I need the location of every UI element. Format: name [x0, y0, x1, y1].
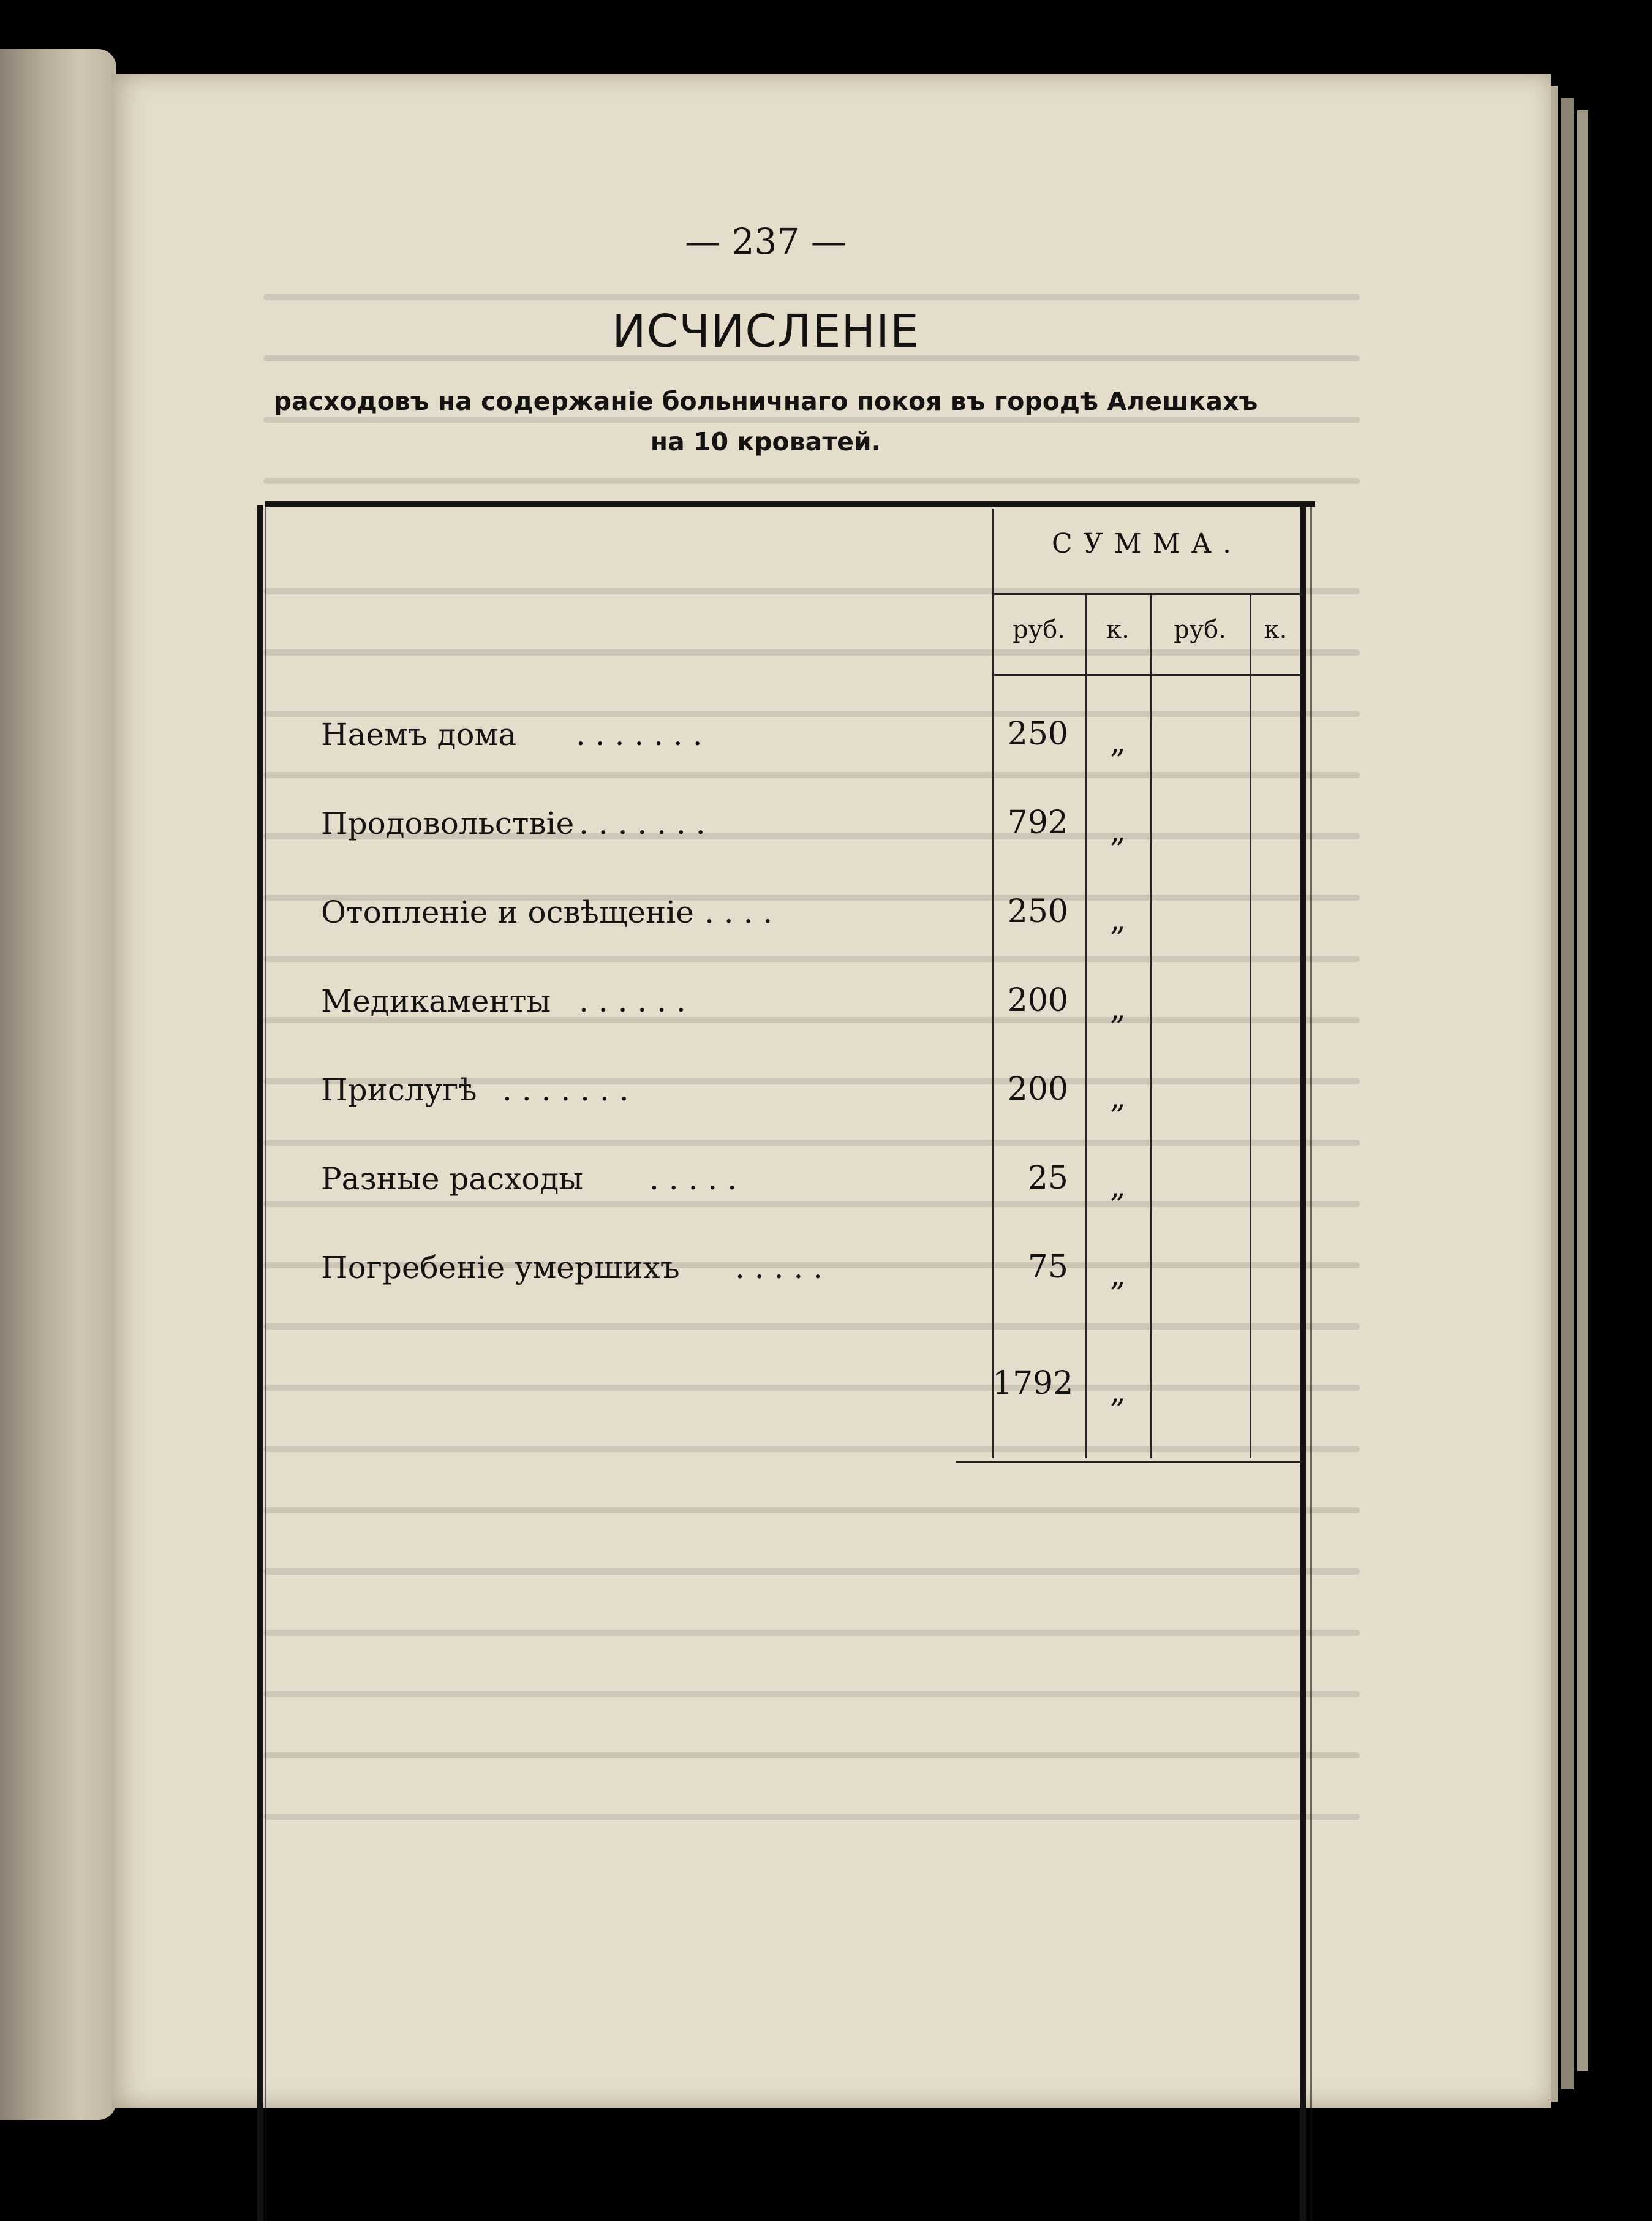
column-header-kop: к. [1264, 616, 1288, 644]
table-row [0, 1149, 1652, 1204]
subtitle-line-2: на 10 кроватей. [650, 427, 881, 456]
expense-amount: 250 [1007, 893, 1068, 930]
table-header-rule [992, 593, 1302, 595]
expense-label: Прислугѣ [321, 1072, 477, 1108]
table-header-rule [992, 674, 1302, 676]
page-title: ИСЧИСЛЕНIЕ [612, 305, 919, 358]
table-row [0, 971, 1652, 1026]
leader-dots: . . . . . . . [576, 717, 703, 752]
expense-kop: „ [1110, 902, 1126, 937]
table-row [0, 1060, 1652, 1115]
expense-kop: „ [1110, 991, 1126, 1026]
expense-amount: 792 [1007, 804, 1068, 841]
leader-dots: . . . . [704, 895, 773, 930]
expense-label: Продовольствiе [321, 806, 575, 841]
table-total-row [0, 1354, 1652, 1409]
table-top-rule [265, 501, 1315, 507]
leader-dots: . . . . . [649, 1161, 737, 1197]
expense-kop: „ [1110, 1168, 1126, 1204]
expense-label: Разные расходы [321, 1161, 584, 1197]
leader-dots: . . . . . . [579, 983, 686, 1019]
leader-dots: . . . . . . . [579, 806, 706, 841]
expense-amount: 200 [1007, 1071, 1068, 1108]
expense-label: Погребенiе умершихъ [321, 1250, 680, 1285]
page-subtitle [184, 381, 1348, 462]
table-row [0, 1238, 1652, 1293]
table-row [0, 793, 1652, 849]
leader-dots: . . . . . . . [502, 1072, 629, 1108]
column-header-rub: руб. [1174, 616, 1226, 644]
column-header-rub: руб. [1013, 616, 1065, 644]
expense-amount: 75 [1027, 1249, 1068, 1285]
page-number: — 237 — [685, 221, 847, 262]
table-row [0, 882, 1652, 937]
expense-label: Медикаменты [321, 983, 551, 1019]
subtitle-line-1: расходовъ на содержанiе больничнагo покоя въ городѣ Алешкахъ [273, 387, 1258, 416]
column-header-kop: к. [1106, 616, 1130, 644]
sum-column-header: СУММА. [1052, 528, 1242, 559]
expense-kop: „ [1110, 1080, 1126, 1115]
expense-amount: 250 [1007, 716, 1068, 752]
expense-label: Отопленiе и освѣщенiе [321, 895, 694, 930]
expense-kop: „ [1110, 1257, 1126, 1293]
expense-kop: „ [1110, 724, 1126, 760]
table-total-rule [956, 1461, 1302, 1463]
expense-amount: 25 [1027, 1160, 1068, 1197]
total-amount: 1792 [992, 1365, 1074, 1402]
expense-amount: 200 [1007, 982, 1068, 1019]
total-kop: „ [1110, 1374, 1126, 1409]
expense-kop: „ [1110, 813, 1126, 849]
leader-dots: . . . . . [735, 1250, 823, 1285]
expense-label: Наемъ дома [321, 717, 517, 752]
table-row [0, 705, 1652, 760]
